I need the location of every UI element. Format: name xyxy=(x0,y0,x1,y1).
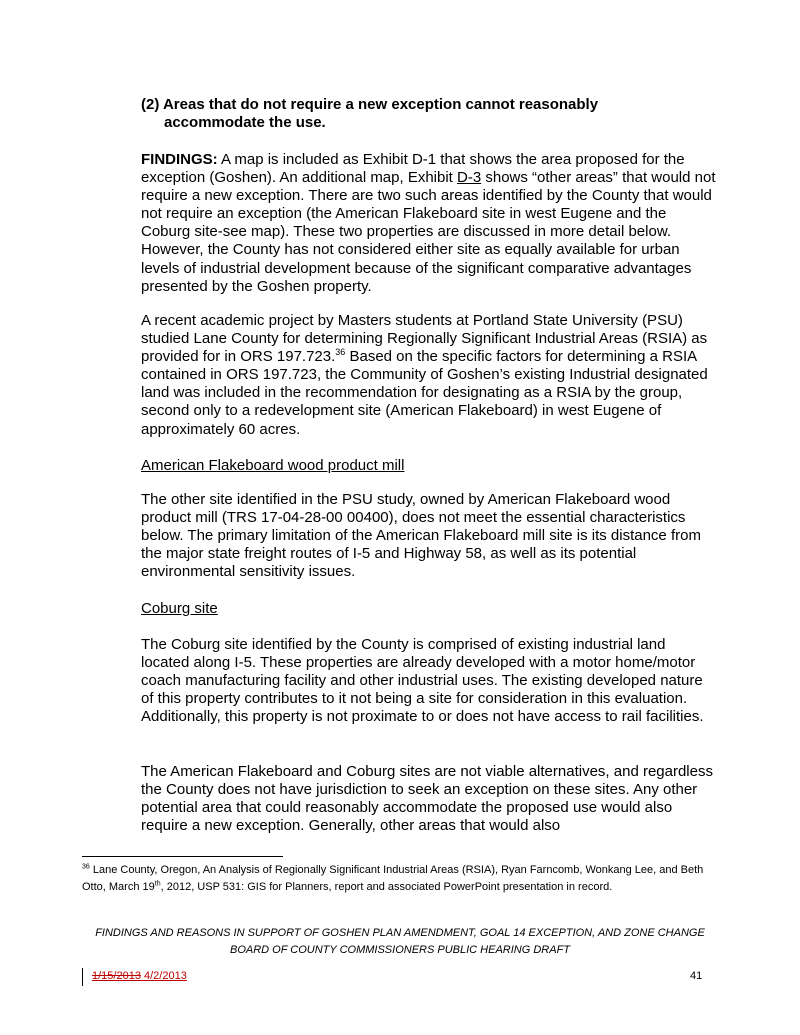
heading-line1: Areas that do not require a new exception cannot reasonably xyxy=(162,96,599,113)
psu-study-paragraph xyxy=(141,312,716,439)
footer-subtitle: BOARD OF COUNTY COMMISSIONERS PUBLIC HEARING DRAFT xyxy=(229,944,571,956)
coburg-paragraph: The Coburg site identified by the County is comprised of existing industrial land located along I-5. These properties are already developed with a motor home/motor coach manufacturing facility and other industrial uses. The existing developed nature of this property contributes to it not being a site for consideration in this evaluation. Additionally, this property is not proximate to or does not have access to rail facilities. xyxy=(141,636,704,726)
footnote-36 xyxy=(82,862,722,895)
footer-title: FINDINGS AND REASONS IN SUPPORT OF GOSHEN PLAN AMENDMENT, GOAL 14 EXCEPTION, AND ZONE CHANGE xyxy=(95,927,705,939)
heading-number: (2) xyxy=(141,96,160,113)
footnote-reference[interactable]: 36 xyxy=(335,347,346,358)
footnote-text-b: , 2012, USP 531: GIS for Planners, report and associated PowerPoint presentation in record. xyxy=(160,880,613,893)
flakeboard-subheading: American Flakeboard wood product mill xyxy=(141,457,405,474)
coburg-subheading: Coburg site xyxy=(141,600,218,617)
revision-change-bar xyxy=(82,968,83,986)
page-number: 41 xyxy=(690,970,703,982)
conclusion-paragraph: The American Flakeboard and Coburg sites are not viable alternatives, and regardless the County does not have jurisdiction to seek an exception on these sites. Any other potential area that could reasonably accommodate the proposed use would also require a new exception. Generally, other areas that would also xyxy=(141,763,713,835)
old-date: 1/15/2013 xyxy=(92,970,141,982)
exhibit-d3-link[interactable]: D-3 xyxy=(457,169,482,187)
footnote-ordinal: th xyxy=(154,879,161,887)
new-date: 4/2/2013 xyxy=(144,970,187,982)
footnote-separator xyxy=(82,856,283,857)
section-heading xyxy=(141,96,701,132)
psu-text-a: A recent academic project by Masters students at Portland State University (PSU) studied Lane County for determining Regionally Significant Industrial Areas (RSIA) as provided for in ORS 197.723. xyxy=(141,312,708,366)
flakeboard-paragraph: The other site identified in the PSU study, owned by American Flakeboard wood product mill (TRS 17-04-28-00 00400), does not meet the essential characteristics below. The primary limitation of the American Flakeboard mill site is its distance from the major state freight routes of I-5 and Highway 58, as well as its potential environmental sensitivity issues. xyxy=(141,491,701,581)
findings-paragraph xyxy=(141,151,716,296)
heading-line2: accommodate the use. xyxy=(164,114,326,132)
findings-label: FINDINGS: xyxy=(141,151,218,168)
psu-text-b: Based on the specific factors for determining a RSIA contained in ORS 197.723, the Community of Goshen’s existing Industrial designated land was included in the recommendation for designating as a RSIA by the group, second only to a redevelopment site (American Flakeboard) in west Eugene of approximately 60 acres. xyxy=(141,348,708,438)
footnote-number: 36 xyxy=(82,863,90,871)
revision-date xyxy=(92,970,187,982)
findings-text-b: shows “other areas” that would not require a new exception. There are two such areas identified by the County that would not require an exception (the American Flakeboard site in west Eugene and the Coburg site-see map). These two properties are discussed in more detail below. However, the County has not considered either site as equally available for urban levels of industrial development because of the significant comparative advantages presented by the Goshen property. xyxy=(141,169,716,295)
findings-text-a: A map is included as Exhibit D-1 that shows the area proposed for the exception (Goshen). An additional map, Exhibit xyxy=(141,151,685,187)
footnote-text-a: Lane County, Oregon, An Analysis of Regionally Significant Industrial Areas (RSIA), Ryan Farncomb, Wonkang Lee, and Beth Otto, March 19 xyxy=(82,864,704,893)
